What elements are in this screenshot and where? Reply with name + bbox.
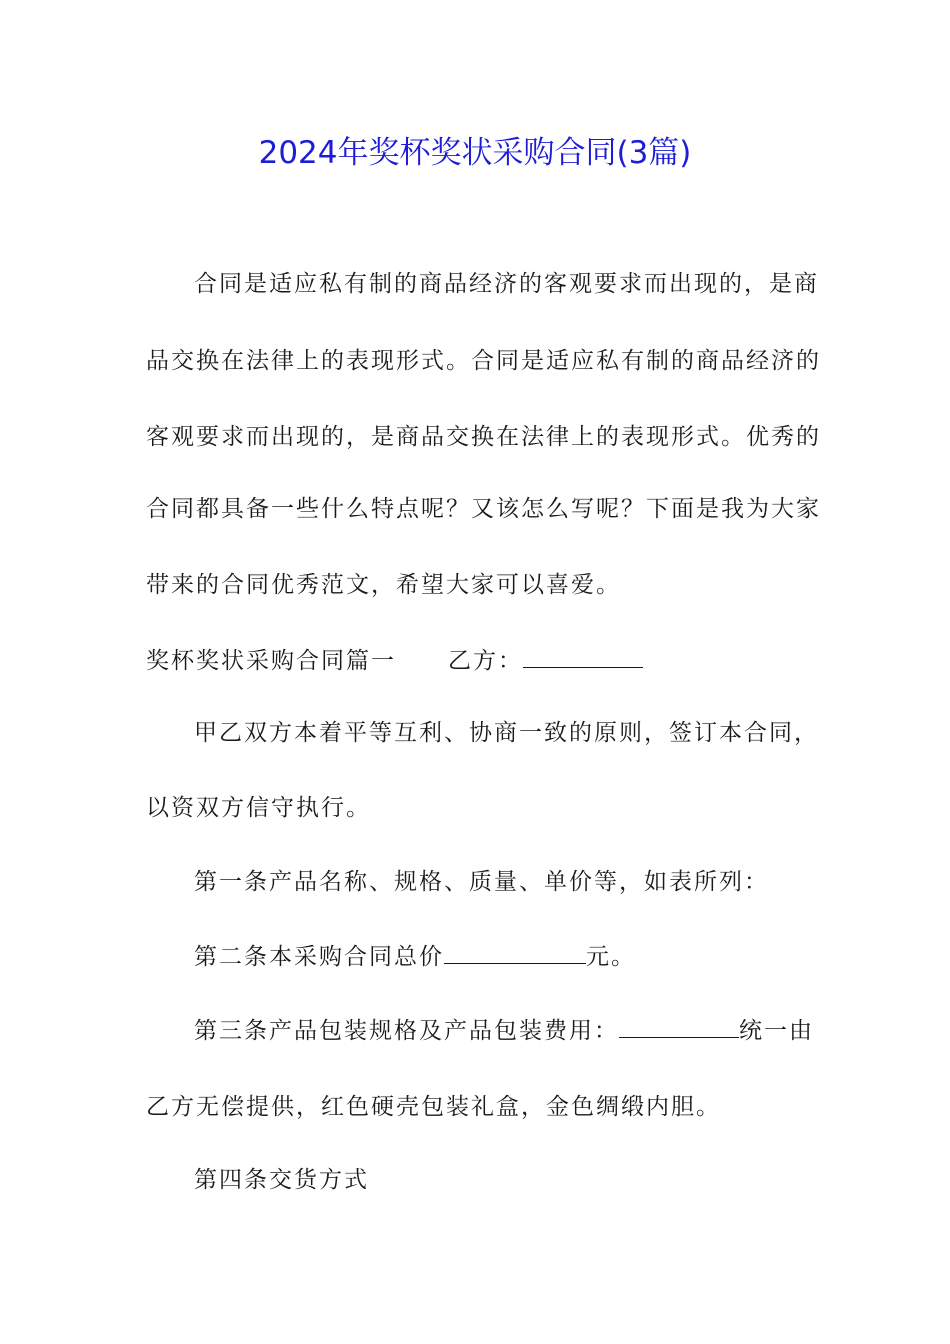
article-3 <box>194 1015 874 1047</box>
document-title: 2024年奖杯奖状采购合同(3篇) <box>258 135 692 171</box>
party-b-label: 乙方： <box>448 648 523 674</box>
intro-line-3: 客观要求而出现的，是商品交换在法律上的表现形式。优秀的 <box>146 424 821 450</box>
article-3-line-2: 乙方无偿提供，红色硬壳包装礼盒，金色绸缎内胆。 <box>146 1094 721 1120</box>
principle-line-2: 以资双方信守执行。 <box>146 795 371 821</box>
packaging-fee-blank <box>619 1015 739 1038</box>
intro-line-5: 带来的合同优秀范文，希望大家可以喜爱。 <box>146 572 621 598</box>
article-2-prefix: 第二条本采购合同总价 <box>194 944 444 970</box>
party-b-blank <box>523 645 643 668</box>
article-1: 第一条产品名称、规格、质量、单价等，如表所列： <box>194 869 769 895</box>
total-price-blank <box>444 941 586 964</box>
intro-line-1: 合同是适应私有制的商品经济的客观要求而出现的，是商 <box>194 271 819 297</box>
article-3-suffix: 统一由 <box>739 1018 814 1044</box>
principle-line-1: 甲乙双方本着平等互利、协商一致的原则，签订本合同， <box>194 720 819 746</box>
article-2-suffix: 元。 <box>586 944 636 970</box>
article-2 <box>194 941 874 973</box>
article-4: 第四条交货方式 <box>194 1167 369 1193</box>
section-heading-row <box>146 645 826 677</box>
article-3-prefix: 第三条产品包装规格及产品包装费用： <box>194 1018 619 1044</box>
intro-line-2: 品交换在法律上的表现形式。合同是适应私有制的商品经济的 <box>146 348 821 374</box>
intro-line-4: 合同都具备一些什么特点呢？又该怎么写呢？下面是我为大家 <box>146 496 821 522</box>
section-heading: 奖杯奖状采购合同篇一 <box>146 648 396 674</box>
